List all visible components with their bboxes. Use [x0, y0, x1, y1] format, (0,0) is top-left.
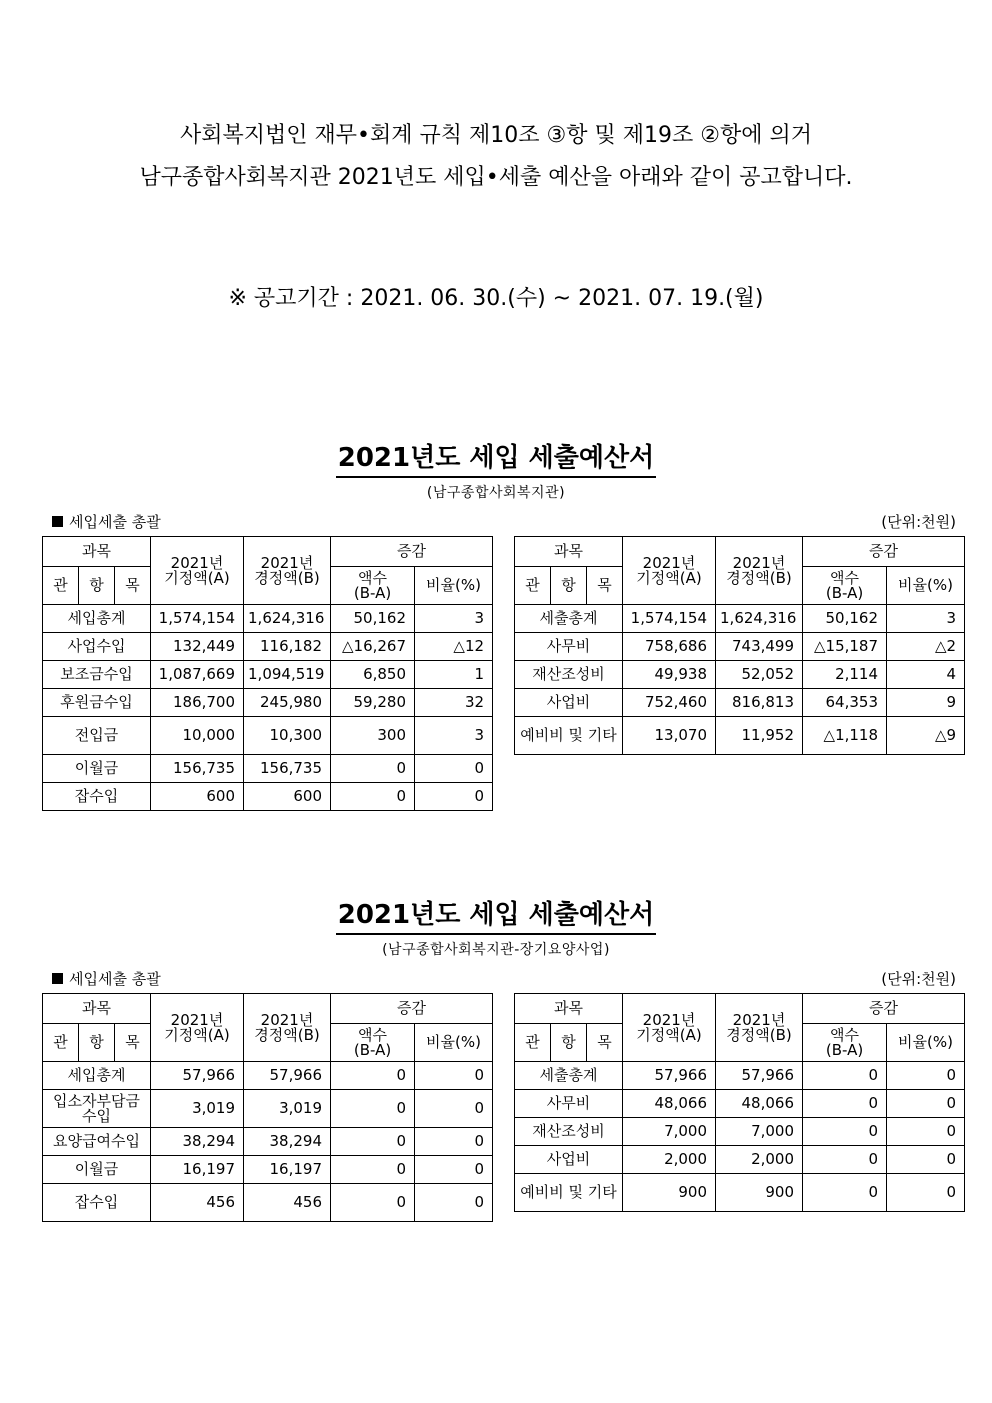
table-row [43, 755, 493, 783]
table-row [43, 633, 493, 661]
change-amount: 0 [331, 1156, 415, 1184]
table-row [515, 661, 965, 689]
change-amount: 0 [331, 1128, 415, 1156]
table-row [515, 717, 965, 755]
table-row [515, 1174, 965, 1212]
item-name: 보조금수입 [43, 661, 151, 689]
header-original: 2021년 기정액(A) [623, 537, 716, 605]
original-amount: 600 [151, 783, 244, 811]
table-row [515, 1146, 965, 1174]
header-gwamok: 과목 [515, 537, 623, 567]
item-name: 이월금 [43, 755, 151, 783]
summary-label: 세입세출 총괄 [52, 511, 161, 532]
item-name: 세입총계 [43, 1062, 151, 1090]
change-amount: 0 [331, 755, 415, 783]
original-amount: 48,066 [623, 1090, 716, 1118]
budget-title-2 [0, 898, 992, 959]
original-amount: 752,460 [623, 689, 716, 717]
original-amount: 132,449 [151, 633, 244, 661]
revised-amount: 10,300 [244, 717, 331, 755]
item-name: 후원금수입 [43, 689, 151, 717]
original-amount: 57,966 [151, 1062, 244, 1090]
revised-amount: 156,735 [244, 755, 331, 783]
table-row [43, 661, 493, 689]
notice-line-2: 남구종합사회복지관 2021년도 세입•세출 예산을 아래와 같이 공고합니다. [139, 165, 853, 190]
original-amount: 456 [151, 1184, 244, 1222]
summary-label: 세입세출 총괄 [52, 968, 161, 989]
revised-amount: 743,499 [716, 633, 803, 661]
revised-amount: 11,952 [716, 717, 803, 755]
table-row [43, 605, 493, 633]
header-change: 증감 [803, 994, 965, 1024]
change-ratio: 0 [887, 1174, 965, 1212]
revised-amount: 57,966 [244, 1062, 331, 1090]
revised-amount: 38,294 [244, 1128, 331, 1156]
expense-table [514, 536, 965, 755]
change-ratio: 3 [415, 717, 493, 755]
original-amount: 186,700 [151, 689, 244, 717]
change-ratio: 1 [415, 661, 493, 689]
header-revised: 2021년 경정액(B) [244, 994, 331, 1062]
original-amount: 38,294 [151, 1128, 244, 1156]
change-amount: △1,118 [803, 717, 887, 755]
change-ratio: 0 [415, 1156, 493, 1184]
header-original: 2021년 기정액(A) [623, 994, 716, 1062]
change-ratio: 0 [415, 783, 493, 811]
revenue-table [42, 993, 493, 1222]
change-ratio: 0 [415, 1184, 493, 1222]
change-ratio: 0 [887, 1146, 965, 1174]
change-amount: 50,162 [803, 605, 887, 633]
change-amount: 0 [803, 1174, 887, 1212]
change-amount: 50,162 [331, 605, 415, 633]
revised-amount: 16,197 [244, 1156, 331, 1184]
header-original: 2021년 기정액(A) [151, 537, 244, 605]
original-amount: 13,070 [623, 717, 716, 755]
header-ratio: 비율(%) [887, 1024, 965, 1062]
change-ratio: 0 [415, 755, 493, 783]
table-row [43, 1156, 493, 1184]
revised-amount: 1,094,519 [244, 661, 331, 689]
header-hang: 항 [551, 1024, 587, 1062]
revised-amount: 7,000 [716, 1118, 803, 1146]
change-amount: 0 [331, 1090, 415, 1128]
revised-amount: 900 [716, 1174, 803, 1212]
original-amount: 758,686 [623, 633, 716, 661]
table-row [43, 1090, 493, 1128]
section-subtitle: (남구종합사회복지관-장기요양사업) [382, 942, 610, 958]
table-row [515, 1118, 965, 1146]
table-row [515, 689, 965, 717]
change-amount: 59,280 [331, 689, 415, 717]
table-row [515, 1062, 965, 1090]
unit-label: (단위:천원) [881, 513, 956, 531]
header-gwan: 관 [43, 567, 79, 605]
item-name: 요양급여수입 [43, 1128, 151, 1156]
header-mok: 목 [587, 1024, 623, 1062]
table-row [43, 689, 493, 717]
change-amount: 0 [331, 1062, 415, 1090]
revised-amount: 600 [244, 783, 331, 811]
table-row [43, 1062, 493, 1090]
header-mok: 목 [587, 567, 623, 605]
original-amount: 1,087,669 [151, 661, 244, 689]
revised-amount: 52,052 [716, 661, 803, 689]
change-ratio: 0 [415, 1128, 493, 1156]
header-gwamok: 과목 [43, 994, 151, 1024]
original-amount: 900 [623, 1174, 716, 1212]
revised-amount: 116,182 [244, 633, 331, 661]
section-subtitle: (남구종합사회복지관) [426, 485, 566, 501]
item-name: 잡수입 [43, 783, 151, 811]
revised-amount: 816,813 [716, 689, 803, 717]
header-hang: 항 [79, 1024, 115, 1062]
original-amount: 2,000 [623, 1146, 716, 1174]
change-amount: 64,353 [803, 689, 887, 717]
header-amount: 액수 (B-A) [803, 1024, 887, 1062]
header-hang: 항 [79, 567, 115, 605]
item-name: 전입금 [43, 717, 151, 755]
header-hang: 항 [551, 567, 587, 605]
item-name: 사업비 [515, 689, 623, 717]
original-amount: 7,000 [623, 1118, 716, 1146]
revised-amount: 48,066 [716, 1090, 803, 1118]
original-amount: 10,000 [151, 717, 244, 755]
original-amount: 1,574,154 [151, 605, 244, 633]
original-amount: 57,966 [623, 1062, 716, 1090]
header-gwan: 관 [43, 1024, 79, 1062]
header-ratio: 비율(%) [415, 1024, 493, 1062]
original-amount: 1,574,154 [623, 605, 716, 633]
change-ratio: △9 [887, 717, 965, 755]
original-amount: 49,938 [623, 661, 716, 689]
header-amount: 액수 (B-A) [331, 1024, 415, 1062]
change-amount: 0 [331, 1184, 415, 1222]
header-ratio: 비율(%) [887, 567, 965, 605]
revised-amount: 456 [244, 1184, 331, 1222]
header-mok: 목 [115, 567, 151, 605]
header-mok: 목 [115, 1024, 151, 1062]
change-amount: 2,114 [803, 661, 887, 689]
revised-amount: 3,019 [244, 1090, 331, 1128]
change-amount: △15,187 [803, 633, 887, 661]
item-name: 사업비 [515, 1146, 623, 1174]
revised-amount: 1,624,316 [716, 605, 803, 633]
change-ratio: 3 [415, 605, 493, 633]
original-amount: 156,735 [151, 755, 244, 783]
change-ratio: 0 [887, 1118, 965, 1146]
table-row [43, 717, 493, 755]
header-amount: 액수 (B-A) [331, 567, 415, 605]
item-name: 세출총계 [515, 605, 623, 633]
change-amount: 0 [803, 1090, 887, 1118]
header-gwan: 관 [515, 567, 551, 605]
square-bullet-icon [52, 973, 63, 984]
item-name: 이월금 [43, 1156, 151, 1184]
change-ratio: 3 [887, 605, 965, 633]
header-change: 증감 [331, 994, 493, 1024]
item-name: 예비비 및 기타 [515, 1174, 623, 1212]
change-amount: 0 [331, 783, 415, 811]
change-amount: 0 [803, 1062, 887, 1090]
header-revised: 2021년 경정액(B) [716, 994, 803, 1062]
expense-table [514, 993, 965, 1212]
item-name: 재산조성비 [515, 661, 623, 689]
notice-line-1: 사회복지법인 재무•회계 규칙 제10조 ③항 및 제19조 ②항에 의거 [180, 123, 812, 148]
change-amount: 300 [331, 717, 415, 755]
table-row [515, 633, 965, 661]
original-amount: 3,019 [151, 1090, 244, 1128]
change-ratio: 0 [887, 1090, 965, 1118]
header-gwan: 관 [515, 1024, 551, 1062]
item-name: 사무비 [515, 1090, 623, 1118]
header-revised: 2021년 경정액(B) [244, 537, 331, 605]
header-revised: 2021년 경정액(B) [716, 537, 803, 605]
notice-period: ※ 공고기간 : 2021. 06. 30.(수) ~ 2021. 07. 19.(월) [228, 286, 764, 311]
change-amount: 0 [803, 1118, 887, 1146]
item-name: 세출총계 [515, 1062, 623, 1090]
item-name: 사업수입 [43, 633, 151, 661]
item-name: 사무비 [515, 633, 623, 661]
table-row [43, 1184, 493, 1222]
section-title: 2021년도 세입 세출예산서 [336, 441, 657, 478]
header-change: 증감 [331, 537, 493, 567]
header-gwamok: 과목 [515, 994, 623, 1024]
revised-amount: 1,624,316 [244, 605, 331, 633]
item-name: 세입총계 [43, 605, 151, 633]
revised-amount: 57,966 [716, 1062, 803, 1090]
revised-amount: 245,980 [244, 689, 331, 717]
change-ratio: 32 [415, 689, 493, 717]
item-name: 잡수입 [43, 1184, 151, 1222]
item-name: 입소자부담금 수입 [43, 1090, 151, 1128]
square-bullet-icon [52, 516, 63, 527]
header-ratio: 비율(%) [415, 567, 493, 605]
table-row [515, 1090, 965, 1118]
budget-title-1 [0, 441, 992, 502]
unit-label: (단위:천원) [881, 970, 956, 988]
revised-amount: 2,000 [716, 1146, 803, 1174]
table-row [43, 1128, 493, 1156]
change-ratio: △2 [887, 633, 965, 661]
change-amount: △16,267 [331, 633, 415, 661]
header-change: 증감 [803, 537, 965, 567]
header-gwamok: 과목 [43, 537, 151, 567]
change-amount: 6,850 [331, 661, 415, 689]
change-ratio: 0 [415, 1090, 493, 1128]
item-name: 재산조성비 [515, 1118, 623, 1146]
revenue-table [42, 536, 493, 811]
change-ratio: △12 [415, 633, 493, 661]
header-original: 2021년 기정액(A) [151, 994, 244, 1062]
header-amount: 액수 (B-A) [803, 567, 887, 605]
table-row [43, 783, 493, 811]
change-amount: 0 [803, 1146, 887, 1174]
original-amount: 16,197 [151, 1156, 244, 1184]
item-name: 예비비 및 기타 [515, 717, 623, 755]
change-ratio: 4 [887, 661, 965, 689]
change-ratio: 0 [887, 1062, 965, 1090]
section-title: 2021년도 세입 세출예산서 [336, 898, 657, 935]
change-ratio: 0 [415, 1062, 493, 1090]
table-row [515, 605, 965, 633]
change-ratio: 9 [887, 689, 965, 717]
